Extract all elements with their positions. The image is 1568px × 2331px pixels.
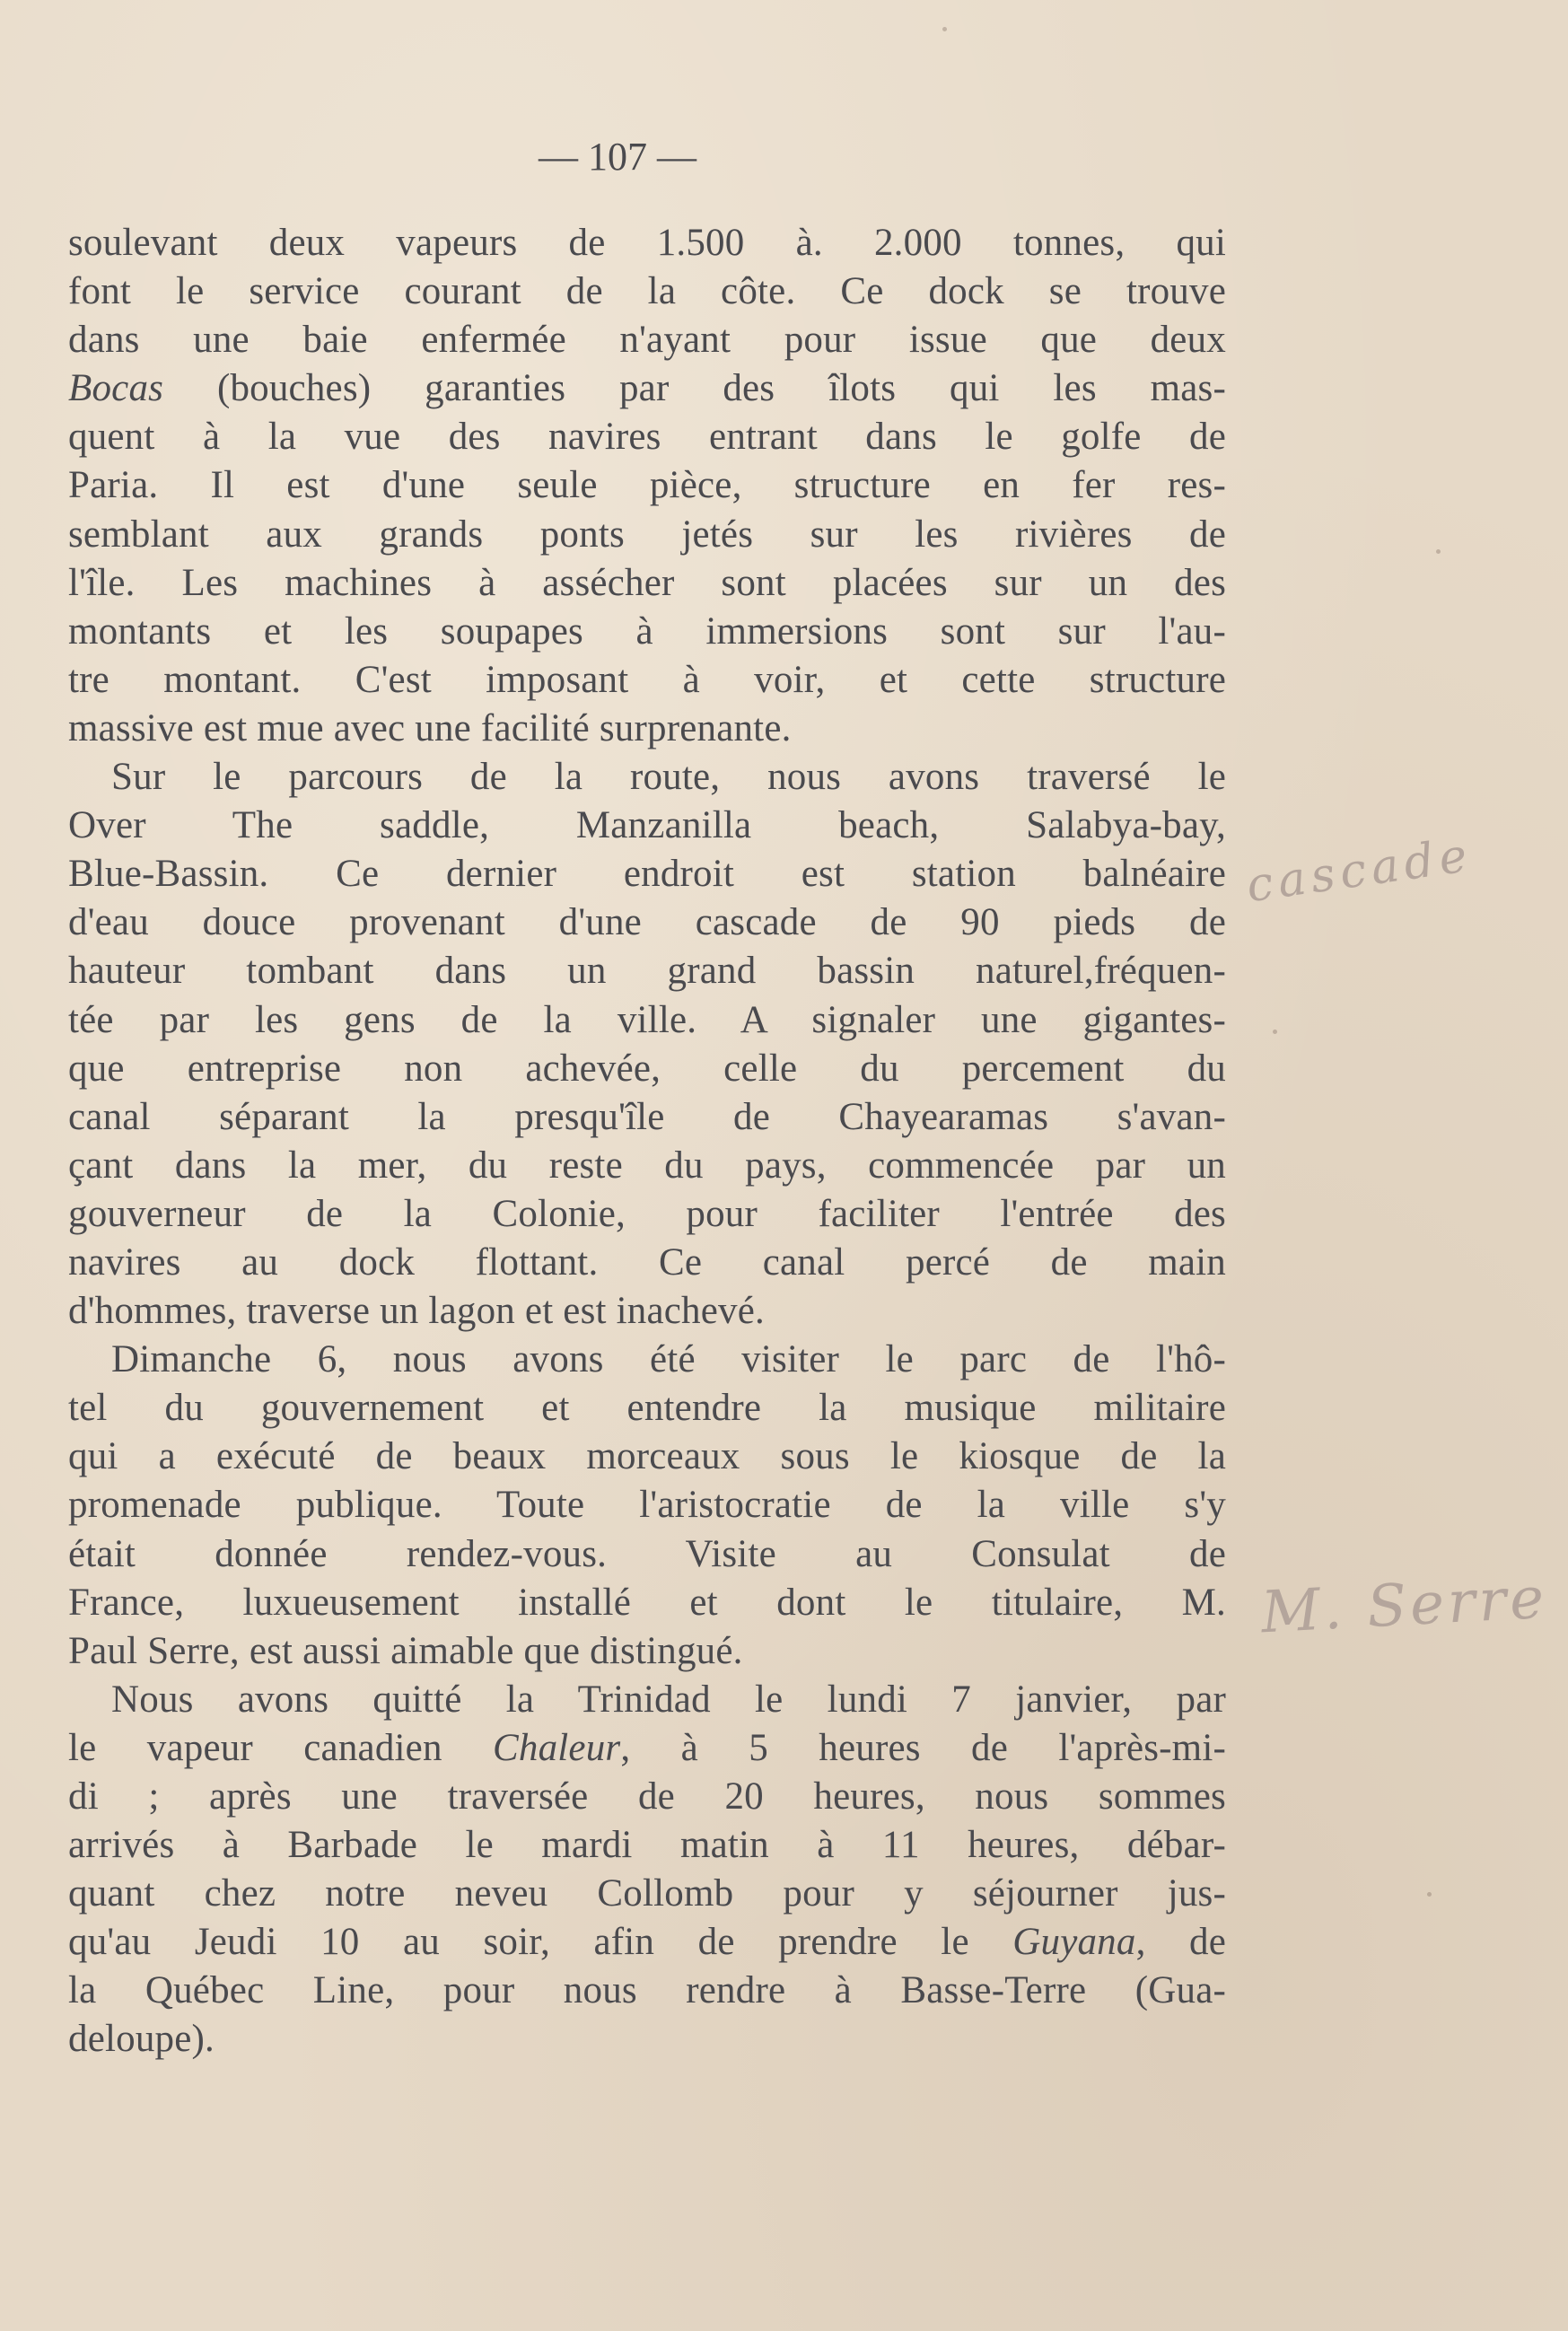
text-line: France, luxueusement installé et dont le titulaire, M. [68,1581,1226,1624]
text-line: Paul Serre, est aussi aimable que distingué. [68,1629,743,1672]
paper-speck [942,27,947,31]
body-text [68,219,1226,2064]
handwritten-annotation-serre: M. Serre [1259,1564,1549,1647]
text-line: l'île. Les machines à assécher sont placées sur un des [68,561,1226,604]
text-line: que entreprise non achevée, celle du percement du [68,1047,1226,1090]
text-line: Paria. Il est d'une seule pièce, structure en fer res- [68,464,1226,507]
text-line: Blue-Bassin. Ce dernier endroit est station balnéaire [68,853,1226,896]
text-line: dans une baie enfermée n'ayant pour issue que deux [68,319,1226,362]
italic-term: Guyana [1012,1921,1136,1964]
text-line: quent à la vue des navires entrant dans le golfe de [68,416,1226,459]
text-line: soulevant deux vapeurs de 1.500 à. 2.000 tonnes, qui [68,222,1226,264]
handwritten-annotation-cascade: cascade [1243,828,1476,914]
text-line: Dimanche 6, nous avons été visiter le parc de l'hô- [111,1338,1226,1381]
text-line: promenade publique. Toute l'aristocratie de la ville s'y [68,1484,1226,1527]
text-line: font le service courant de la côte. Ce dock se trouve [68,270,1226,313]
text-segment: (bouches) garanties par des îlots qui les mas- [163,367,1226,410]
text-line: qui a exécuté de beaux morceaux sous le kiosque de la [68,1435,1226,1478]
text-line: di ; après une traversée de 20 heures, nous sommes [68,1775,1226,1818]
page-number [0,126,1568,188]
text-line: deloupe). [68,2018,215,2061]
text-line [68,1724,1226,1773]
text-line: Over The saddle, Manzanilla beach, Salabya-bay, [68,804,1226,847]
text-segment: , de [1135,1921,1227,1964]
text-segment: qu'au Jeudi 10 au soir, afin de prendre le [68,1921,1013,1964]
text-line: la Québec Line, pour nous rendre à Basse-Terre (Gua- [68,1969,1226,2012]
text-segment: le vapeur canadien [68,1726,493,1769]
italic-term: Bocas [68,367,164,410]
text-line: tel du gouvernement et entendre la musique militaire [68,1387,1226,1430]
text-line: tre montant. C'est imposant à voir, et cette structure [68,658,1226,701]
paper-speck [1427,1892,1432,1897]
text-line: hauteur tombant dans un grand bassin naturel,fréquen- [68,950,1226,993]
text-line: arrivés à Barbade le mardi matin à 11 heures, débar- [68,1824,1226,1867]
page-number-text: — 107 — [539,135,696,179]
text-line: quant chez notre neveu Collomb pour y séjourner jus- [68,1872,1226,1915]
text-line: d'eau douce provenant d'une cascade de 90 pieds de [68,901,1226,944]
text-segment: , à 5 heures de l'après-mi- [620,1726,1226,1769]
text-line: gouverneur de la Colonie, pour faciliter l'entrée des [68,1192,1226,1235]
text-line: était donnée rendez-vous. Visite au Consulat de [68,1532,1226,1575]
text-line [68,1918,1226,1967]
italic-term: Chaleur [493,1726,621,1769]
text-line: d'hommes, traverse un lagon et est inachevé. [68,1290,765,1333]
paper-speck [1436,549,1441,554]
text-line: Sur le parcours de la route, nous avons traversé le [111,756,1226,799]
text-line: semblant aux grands ponts jetés sur les rivières de [68,513,1226,556]
text-line: montants et les soupapes à immersions sont sur l'au- [68,609,1226,653]
text-line: massive est mue avec une facilité surprenante. [68,706,792,749]
text-line: çant dans la mer, du reste du pays, commencée par un [68,1144,1226,1187]
paper-speck [1273,1030,1277,1034]
text-line [68,364,1226,413]
text-line: navires au dock flottant. Ce canal percé de main [68,1240,1226,1284]
text-line: Nous avons quitté la Trinidad le lundi 7 janvier, par [111,1678,1226,1721]
text-line: tée par les gens de la ville. A signaler une gigantes- [68,998,1226,1041]
text-line: canal séparant la presqu'île de Chayearamas s'avan- [68,1095,1226,1138]
